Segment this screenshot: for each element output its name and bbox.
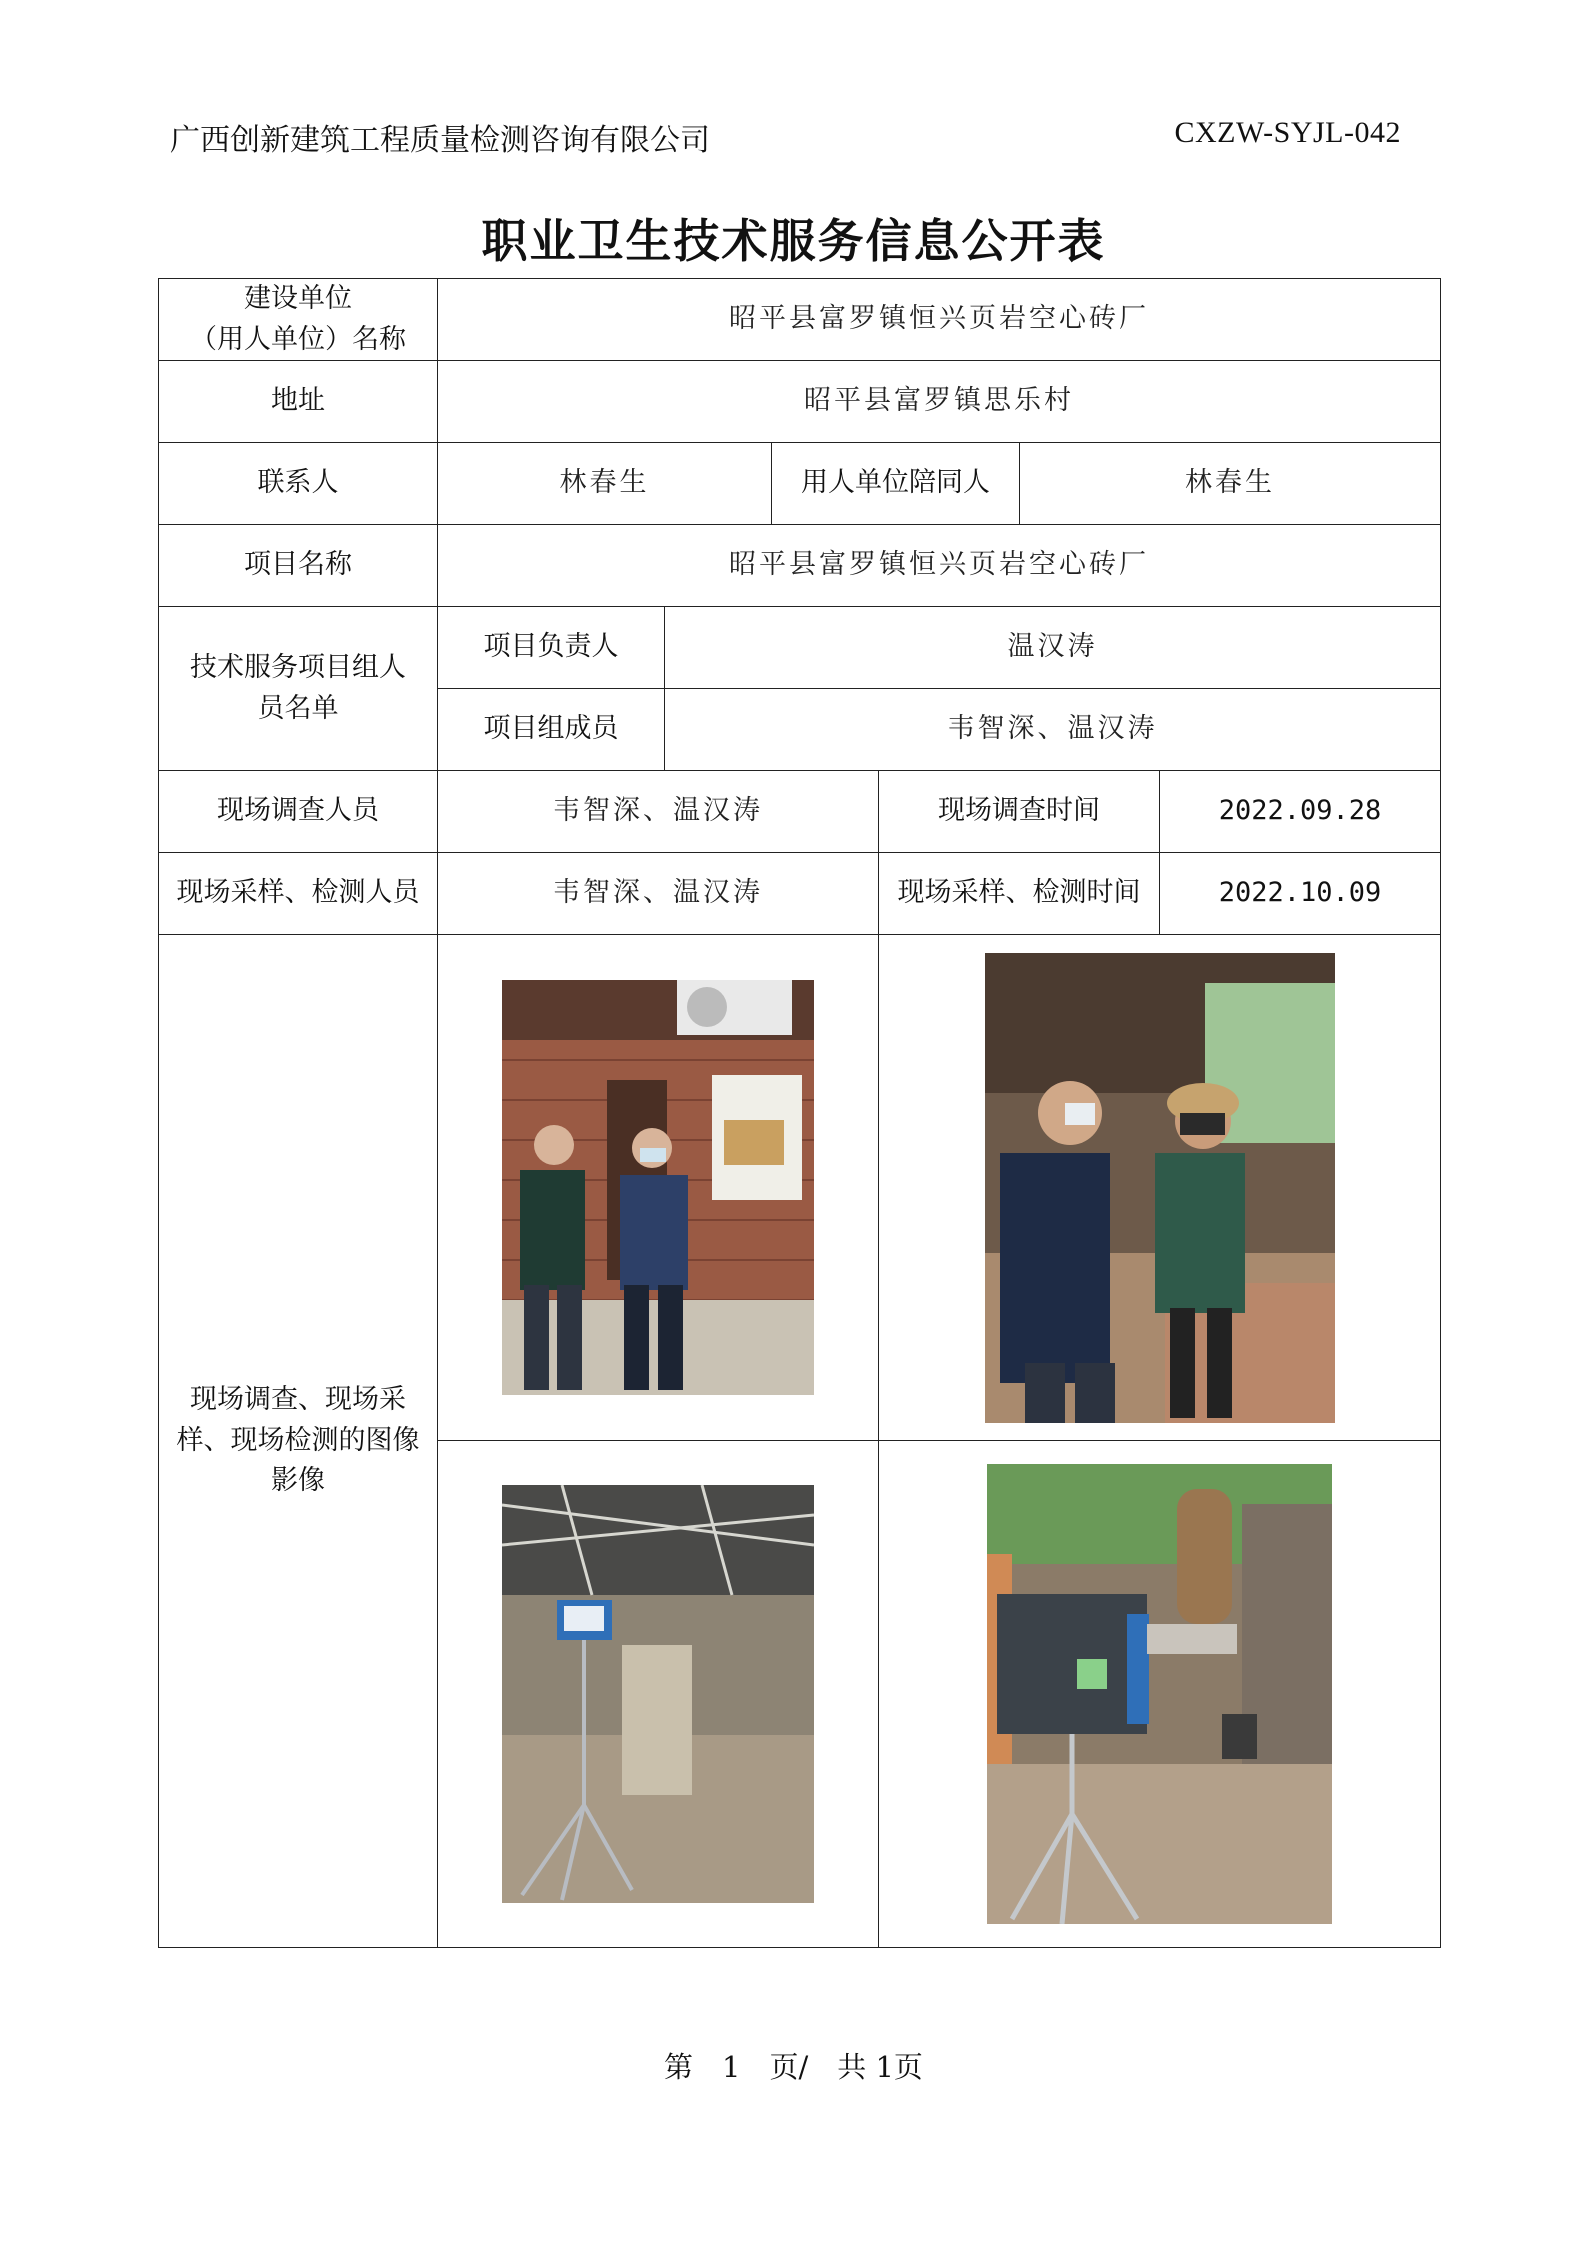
escort-label: 用人单位陪同人 — [772, 443, 1020, 525]
sampling-staff-label: 现场采样、检测人员 — [159, 853, 438, 935]
row-survey — [159, 771, 1441, 853]
photo-cell-2 — [879, 935, 1441, 1441]
address-label: 地址 — [159, 361, 438, 443]
project-value: 昭平县富罗镇恒兴页岩空心砖厂 — [438, 525, 1441, 607]
survey-time-label: 现场调查时间 — [879, 771, 1160, 853]
site-photo-office — [502, 980, 814, 1395]
row-project — [159, 525, 1441, 607]
leader-value: 温汉涛 — [665, 607, 1441, 689]
members-value: 韦智深、温汉涛 — [665, 689, 1441, 771]
survey-staff-value: 韦智深、温汉涛 — [438, 771, 879, 853]
sampling-staff-value: 韦智深、温汉涛 — [438, 853, 879, 935]
employer-label — [159, 279, 438, 361]
photo-cell-4 — [879, 1441, 1441, 1948]
contact-label: 联系人 — [159, 443, 438, 525]
project-label: 项目名称 — [159, 525, 438, 607]
survey-time-value: 2022.09.28 — [1160, 771, 1441, 853]
employer-value: 昭平县富罗镇恒兴页岩空心砖厂 — [438, 279, 1441, 361]
row-employer — [159, 279, 1441, 361]
leader-label: 项目负责人 — [438, 607, 665, 689]
site-photo-interview — [985, 953, 1335, 1423]
row-address — [159, 361, 1441, 443]
images-label-line-3: 影像 — [271, 1465, 325, 1497]
team-label-line-2: 员名单 — [257, 692, 339, 724]
page-number: 第 1 页/ 共 1页 — [664, 2050, 923, 2084]
photo-cell-3 — [438, 1441, 879, 1948]
sampling-time-value: 2022.10.09 — [1160, 853, 1441, 935]
row-contact — [159, 443, 1441, 525]
members-label: 项目组成员 — [438, 689, 665, 771]
contact-value: 林春生 — [438, 443, 772, 525]
page-title: 职业卫生技术服务信息公开表 — [481, 214, 1106, 268]
row-sampling — [159, 853, 1441, 935]
site-photo-tripod-machine — [987, 1464, 1332, 1924]
team-label — [159, 607, 438, 771]
images-label-line-1: 现场调查、现场采 — [190, 1384, 406, 1416]
survey-staff-label: 现场调查人员 — [159, 771, 438, 853]
sampling-time-label: 现场采样、检测时间 — [879, 853, 1160, 935]
info-table — [158, 278, 1441, 1948]
employer-label-line-1: 建设单位 — [244, 283, 352, 314]
images-label-line-2: 样、现场检测的图像 — [176, 1424, 420, 1456]
photo-cell-1 — [438, 935, 879, 1441]
escort-value: 林春生 — [1020, 443, 1441, 525]
team-label-line-1: 技术服务项目组人 — [190, 652, 406, 683]
row-images-1 — [159, 935, 1441, 1441]
employer-label-line-2: （用人单位）名称 — [190, 323, 406, 355]
row-leader — [159, 607, 1441, 689]
company-name: 广西创新建筑工程质量检测咨询有限公司 — [170, 123, 710, 158]
images-label — [159, 935, 438, 1948]
document-code: CXZW-SYJL-042 — [1174, 116, 1401, 149]
site-photo-tripod-shed — [502, 1485, 814, 1903]
address-value: 昭平县富罗镇思乐村 — [438, 361, 1441, 443]
